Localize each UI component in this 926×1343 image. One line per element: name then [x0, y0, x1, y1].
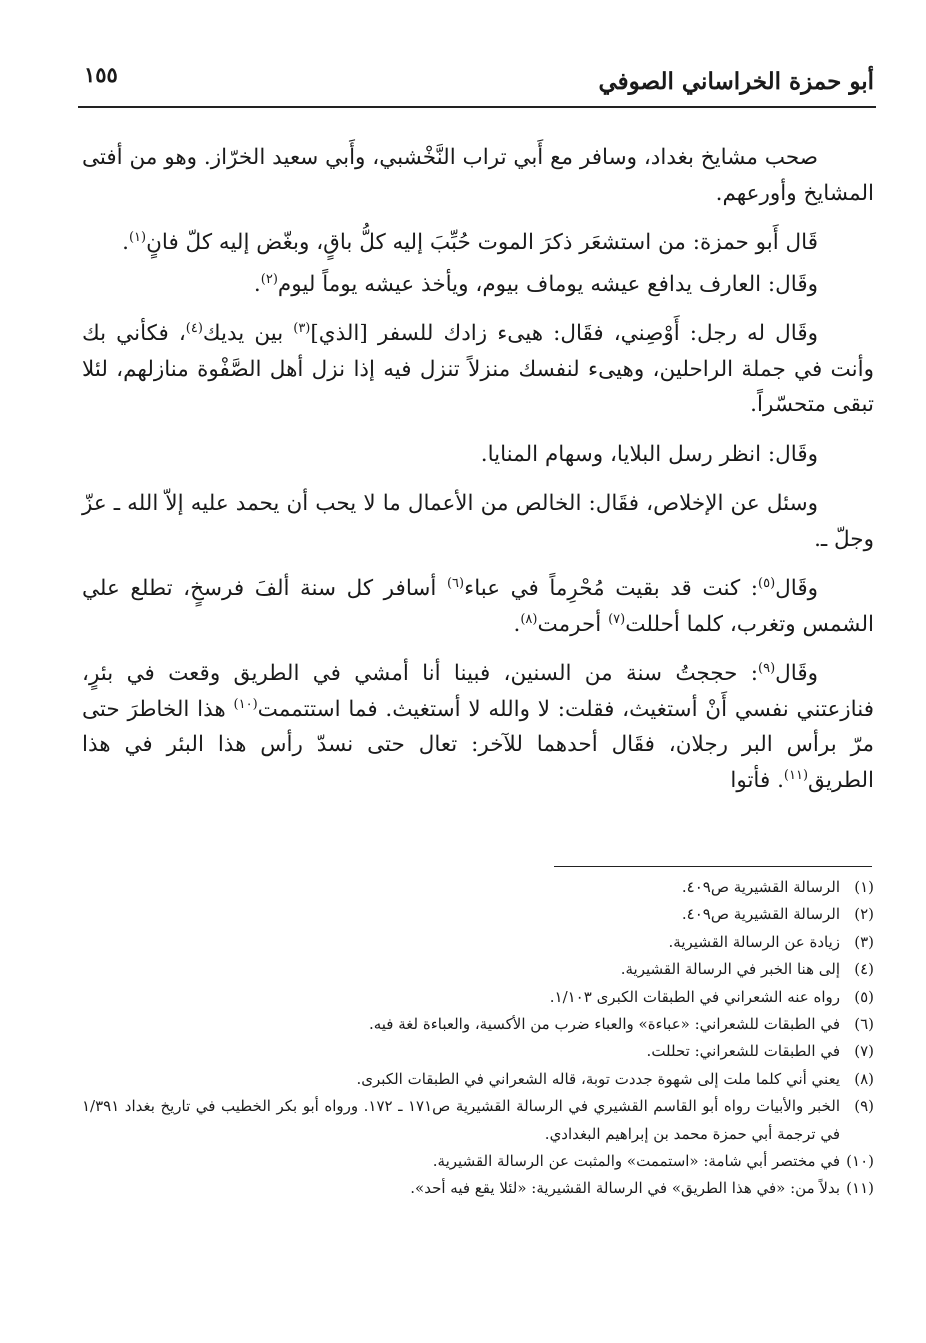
footnote-text: في الطبقات للشعراني: «عباءة» والعباء ضرب من الأكسية، والعباءة لغة فيه.: [368, 1015, 840, 1034]
footnote-text: يعني أني كلما ملت إلى شهوة جددت توبة، قاله الشعراني في الطبقات الكبرى.: [356, 1069, 840, 1088]
footnote-text: إلى هنا الخبر في الرسالة القشيرية.: [620, 960, 840, 979]
footnote-number: (١١): [846, 1179, 874, 1198]
footnote: [82, 984, 874, 1011]
footnote-number: (٨): [854, 1069, 874, 1088]
footnote-ref[interactable]: (٣): [293, 320, 311, 336]
footnote: [82, 1175, 874, 1202]
footnote-ref[interactable]: (١٠): [233, 696, 258, 712]
page-number: ١٥٥: [84, 62, 118, 87]
paragraph: وقَال$^{(٥)}$: كنت قد بقيت مُحْرِماً في عباء$^{(٦)}$ أسافر كل سنة ألفَ فرسخٍ، تطلع علي الشمس وتغرب، كلما أحللت$^{(٧)}$ أحرمت$^{(٨)}$.: [82, 575, 874, 637]
footnote-text: الخبر والأبيات رواه أبو القاسم القشيري في الرسالة القشيرية ص١٧١ ـ ١٧٢. ورواه أبو بكر الخطيب في تاريخ بغداد ١/٣٩١ في ترجمة أبي حمزة محمد بن إبراهيم البغدادي.: [82, 1097, 840, 1143]
footnote-number: (٧): [854, 1042, 874, 1061]
footnote-number: (١): [854, 878, 874, 896]
footnote-number: (١٠): [846, 1152, 874, 1171]
footnote: [82, 1011, 874, 1038]
footnote-text: زيادة عن الرسالة القشيرية.: [668, 932, 840, 951]
footnote-rule: [554, 866, 872, 867]
footnote: [82, 956, 874, 983]
footnote-text: رواه عنه الشعراني في الطبقات الكبرى ١/١٠٣.: [549, 987, 840, 1006]
paragraph: وسئل عن الإخلاص، فقَال: الخالص من الأعمال ما لا يحب أن يحمد عليه إلاّ الله ـ عزّ وجلّ ـ.: [82, 491, 874, 552]
footnotes: [82, 874, 874, 1203]
running-header: [84, 62, 874, 104]
main-text: [82, 140, 874, 812]
footnote-text: الرسالة القشيرية ص٤٠٩.: [681, 905, 840, 924]
paragraph: وقَال$^{(٩)}$: حججتُ سنة من السنين، فبينا أنا أمشي في الطريق وقعت في بئرٍ، فنازعتني نفسي أَنْ أستغيث، فقلت: لا والله لا أستغيث. فما استتممت$^{(١٠)}$ هذا الخاطرَ حتى مرّ برأس البر رجلان، فقَال أحدهما للآخر: تعال حتى نسدّ رأس هذا البئر في هذا الطريق$^{(١١)}$. فأتوا: [82, 660, 874, 793]
footnote-number: (٦): [854, 1015, 874, 1034]
paragraph: وقَال له رجل: أَوْصِني، فقَال: هيىء زادك للسفر [الذي]$^{(٣)}$ بين يديك$^{(٤)}$، فكأني بك وأنت في جملة الراحلين، وهيىء لنفسك منزلاً تنزل فيه إذا نزل أهل الصَّفْوة منازلهم، لئلا تبقى متحسّراً.: [82, 320, 874, 417]
paragraph: وقَال: العارف يدافع عيشه يوماف بيوم، ويأخذ عيشه يوماً ليوم$^{(٢)}$.: [253, 271, 818, 297]
footnote-number: (٩): [854, 1097, 874, 1116]
footnote-ref[interactable]: (١١): [783, 767, 809, 783]
footnote-text: الرسالة القشيرية ص٤٠٩.: [681, 878, 840, 896]
footnote-ref[interactable]: (٨): [520, 611, 538, 627]
footnote-number: (٣): [854, 932, 874, 951]
footnote: [82, 929, 874, 956]
footnote: [82, 1066, 874, 1093]
footnote-ref[interactable]: (٥): [758, 575, 776, 591]
paragraph: صحب مشايخ بغداد، وسافر مع أَبي تراب النَّخْشبي، وأَبي سعيد الخرّاز. وهو من أفتى المشايخ وأورعهم.: [82, 145, 874, 206]
footnote-number: (٥): [854, 987, 874, 1006]
footnote-ref[interactable]: (٤): [185, 320, 203, 336]
header-rule: [78, 106, 876, 108]
paragraph: قَال أَبو حمزة: من استشعَر ذكرَ الموت حُبِّبَ إليه كلُّ باقٍ، وبغّض إليه كلّ فانٍ$^{(١)}$.: [122, 229, 818, 255]
footnote-ref[interactable]: (٧): [608, 611, 626, 627]
footnote-ref[interactable]: (٢): [260, 271, 278, 287]
footnote-ref[interactable]: (٦): [446, 575, 465, 591]
footnote-number: (٢): [854, 905, 874, 924]
footnote-ref[interactable]: (٩): [758, 660, 776, 676]
footnote-ref[interactable]: (١): [128, 229, 147, 245]
footnote-number: (٤): [854, 960, 874, 979]
paragraph: وقَال: انظر رسل البلايا، وسهام المنايا.: [480, 441, 818, 467]
footnote: [82, 901, 874, 928]
footnote: [82, 1093, 874, 1148]
footnote: [82, 874, 874, 901]
footnote-text: بدلاً من: «في هذا الطريق» في الرسالة القشيرية: «لئلا يقع فيه أحد».: [410, 1179, 840, 1198]
footnote-text: في الطبقات للشعراني: تحللت.: [646, 1042, 840, 1061]
footnote: [82, 1038, 874, 1065]
footnote: [82, 1148, 874, 1175]
footnote-text: في مختصر أبي شامة: «استممت» والمثبت عن الرسالة القشيرية.: [432, 1152, 840, 1171]
running-title: أبو حمزة الخراساني الصوفي: [598, 68, 874, 95]
